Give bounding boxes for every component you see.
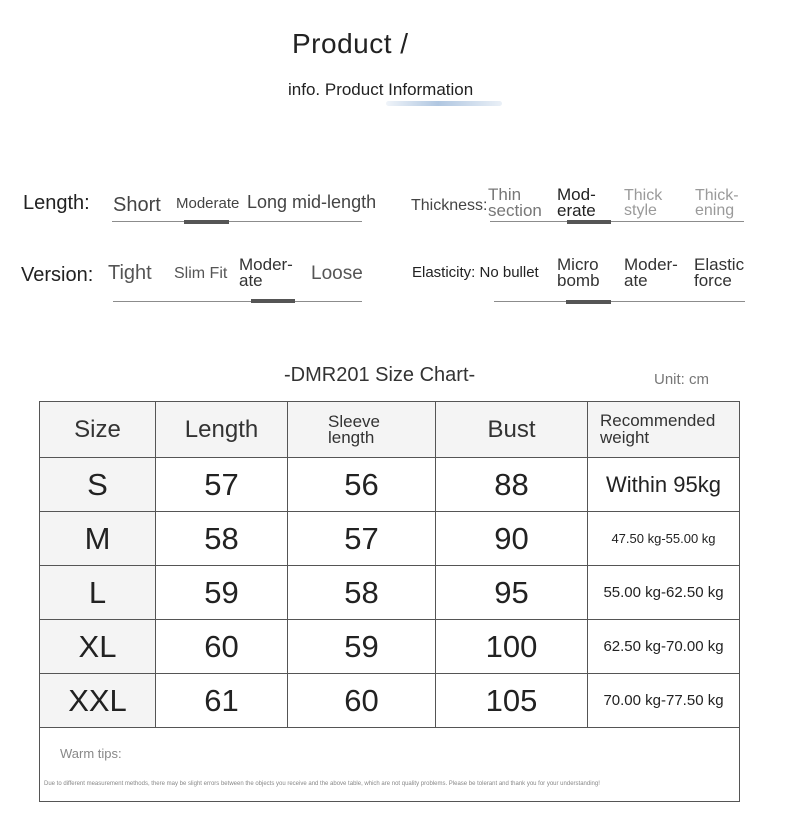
table-row	[40, 674, 740, 728]
cell-bust: 90	[436, 512, 588, 566]
header-size: Size	[40, 402, 156, 458]
cell-sleeve: 60	[288, 674, 436, 728]
version-option-tight: Tight	[108, 262, 152, 284]
cell-bust: 105	[436, 674, 588, 728]
table-row	[40, 512, 740, 566]
warm-tips-cell	[40, 728, 740, 802]
elasticity-selected-marker	[566, 300, 611, 304]
length-option-short: Short	[113, 194, 161, 216]
elasticity-option-micro-bomb	[557, 257, 600, 288]
elasticity-option-elastic-force-line2: force	[694, 270, 732, 290]
thickness-selected-marker	[567, 220, 611, 224]
thickness-option-thickening-line1: Thick-	[695, 187, 739, 204]
thickness-option-thin-line1: Thin	[488, 185, 522, 204]
header-bust: Bust	[436, 402, 588, 458]
cell-length: 57	[156, 458, 288, 512]
size-chart-header-row	[40, 402, 740, 458]
cell-bust: 100	[436, 620, 588, 674]
page-subtitle: info. Product Information	[288, 80, 474, 99]
cell-sleeve: 58	[288, 566, 436, 620]
version-label: Version:	[21, 264, 94, 286]
cell-weight: 55.00 kg-62.50 kg	[588, 566, 740, 620]
cell-sleeve: 57	[288, 512, 436, 566]
length-option-long: Long mid-length	[247, 192, 377, 212]
version-option-loose: Loose	[311, 263, 363, 284]
cell-weight: Within 95kg	[588, 458, 740, 512]
thickness-scale-track	[490, 221, 744, 222]
length-option-moderate: Moderate	[176, 195, 240, 212]
elasticity-scale-track	[494, 301, 745, 302]
thickness-label: Thickness:	[411, 197, 488, 214]
elasticity-option-moderate-line2: ate	[624, 270, 648, 290]
header-recommended-weight	[588, 402, 740, 458]
thickness-option-moderate	[557, 187, 596, 218]
thickness-option-thickening	[695, 189, 739, 218]
thickness-option-thick-line2: style	[624, 201, 657, 219]
header-weight-line2: weight	[600, 427, 650, 447]
table-row	[40, 566, 740, 620]
length-selected-marker	[184, 220, 229, 224]
thickness-option-thick	[624, 189, 662, 218]
warm-tips-title: Warm tips:	[60, 746, 122, 761]
elasticity-option-elastic-force	[694, 257, 744, 288]
elasticity-option-moderate	[624, 257, 678, 288]
elasticity-option-elastic-force-line1: Elastic	[694, 255, 745, 274]
thickness-option-thin	[488, 187, 542, 218]
thickness-option-moderate-line2: erate	[557, 200, 596, 220]
version-option-moderate-line2: ate	[239, 270, 263, 290]
cell-weight: 47.50 kg-55.00 kg	[588, 512, 740, 566]
cell-length: 61	[156, 674, 288, 728]
cell-length: 59	[156, 566, 288, 620]
size-chart-title: -DMR201 Size Chart-	[284, 364, 476, 386]
thickness-option-moderate-line1: Mod-	[557, 185, 596, 204]
length-label: Length:	[23, 192, 90, 214]
version-selected-marker	[251, 299, 295, 303]
cell-weight: 62.50 kg-70.00 kg	[588, 620, 740, 674]
header-sleeve-line2: length	[328, 427, 375, 447]
version-option-slim-fit: Slim Fit	[174, 265, 228, 282]
header-length: Length	[156, 402, 288, 458]
version-option-moderate-line1: Moder-	[239, 255, 293, 274]
elasticity-label: Elasticity: No bullet	[412, 264, 539, 281]
cell-sleeve: 59	[288, 620, 436, 674]
thickness-option-thin-line2: section	[488, 200, 542, 220]
elasticity-option-micro-bomb-line1: Micro	[557, 255, 599, 274]
cell-length: 58	[156, 512, 288, 566]
table-row	[40, 620, 740, 674]
cell-weight: 70.00 kg-77.50 kg	[588, 674, 740, 728]
size-chart-unit: Unit: cm	[654, 371, 710, 388]
cell-size: L	[40, 566, 156, 620]
warm-tips-text: Due to different measurement methods, there may be slight errors between the objects you receive and the above table, which are not quality problems. Please be tolerant and thank you for your understanding!	[44, 781, 600, 787]
cell-size: XXL	[40, 674, 156, 728]
cell-sleeve: 56	[288, 458, 436, 512]
subtitle-underline	[386, 101, 502, 106]
size-chart-table	[39, 401, 740, 802]
version-option-moderate	[239, 257, 293, 288]
thickness-option-thickening-line2: ening	[695, 201, 735, 219]
elasticity-option-moderate-line1: Moder-	[624, 255, 678, 274]
cell-length: 60	[156, 620, 288, 674]
thickness-option-thick-line1: Thick	[624, 187, 663, 204]
cell-bust: 95	[436, 566, 588, 620]
version-scale-track	[113, 301, 362, 302]
header-sleeve-line1: Sleeve	[328, 411, 380, 431]
length-scale-track	[112, 221, 362, 222]
page-title: Product /	[292, 28, 409, 59]
cell-size: M	[40, 512, 156, 566]
cell-size: S	[40, 458, 156, 512]
elasticity-option-micro-bomb-line2: bomb	[557, 270, 600, 290]
header-sleeve-length	[288, 402, 436, 458]
cell-bust: 88	[436, 458, 588, 512]
table-row	[40, 458, 740, 512]
cell-size: XL	[40, 620, 156, 674]
warm-tips-row	[40, 728, 740, 802]
header-weight-line1: Recommended	[600, 411, 716, 431]
